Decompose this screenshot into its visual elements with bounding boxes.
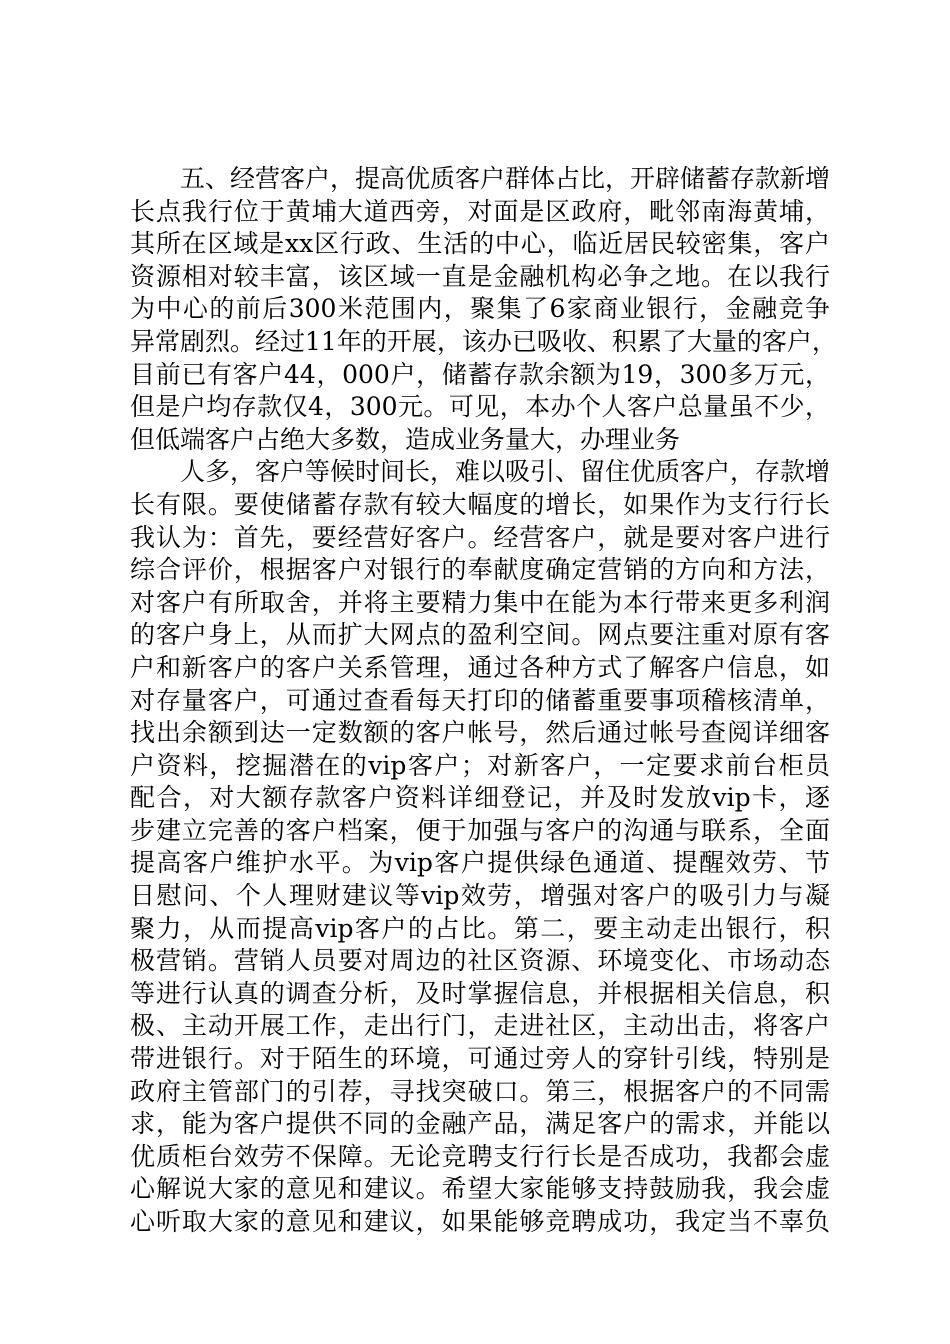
body-text (130, 163, 837, 1239)
text-line: 但是户均存款仅4，300元。可见，本办个人客户总量虽不少， (130, 392, 830, 422)
text-line: 综合评价，根据客户对银行的奉献度确定营销的方向和方法， (130, 555, 830, 585)
text-line: 我认为：首先，要经营好客户。经营客户，就是要对客户进行 (130, 522, 830, 552)
text-line: 极、主动开展工作，走出行门，走进社区，主动出击，将客户 (130, 1011, 830, 1041)
text-line: 长有限。要使储蓄存款有较大幅度的增长，如果作为支行行长 (130, 489, 830, 519)
text-line: 求，能为客户提供不同的金融产品，满足客户的需求，并能以 (130, 1109, 830, 1139)
text-line: 户资料，挖掘潜在的vip客户；对新客户，一定要求前台柜员 (130, 750, 830, 780)
text-line: 其所在区域是xx区行政、生活的中心，临近居民较密集，客户 (130, 229, 830, 259)
text-line: 资源相对较丰富，该区域一直是金融机构必争之地。在以我行 (130, 261, 830, 291)
text-line: 目前已有客户44，000户，储蓄存款余额为19，300多万元， (130, 359, 830, 389)
text-line: 政府主管部门的引荐，寻找突破口。第三，根据客户的不同需 (130, 1076, 830, 1106)
text-line: 聚力，从而提高vip客户的占比。第二，要主动走出银行，积 (130, 913, 830, 943)
text-line: 提高客户维护水平。为vip客户提供绿色通道、提醒效劳、节 (130, 848, 830, 878)
text-line: 为中心的前后300米范围内，聚集了6家商业银行，金融竞争 (130, 294, 830, 324)
text-line: 但低端客户占绝大多数，造成业务量大，办理业务 (130, 424, 681, 454)
text-line: 极营销。营销人员要对周边的社区资源、环境变化、市场动态 (130, 946, 830, 976)
text-line: 带进银行。对于陌生的环境，可通过旁人的穿针引线，特别是 (130, 1044, 830, 1074)
paragraph-1 (130, 163, 837, 456)
text-line: 异常剧烈。经过11年的开展，该办已吸收、积累了大量的客户， (130, 326, 837, 356)
text-line: 步建立完善的客户档案，便于加强与客户的沟通与联系，全面 (130, 815, 830, 845)
text-line: 等进行认真的调查分析，及时掌握信息，并根据相关信息，积 (130, 978, 830, 1008)
text-line: 人多，客户等候时间长，难以吸引、留住优质客户，存款增 (130, 457, 831, 487)
paragraph-2 (130, 456, 830, 1238)
text-line: 的客户身上，从而扩大网点的盈利空间。网点要注重对原有客 (130, 620, 830, 650)
text-line: 户和新客户的客户关系管理，通过各种方式了解客户信息，如 (130, 652, 830, 682)
text-line: 日慰问、个人理财建议等vip效劳，增强对客户的吸引力与凝 (130, 881, 830, 911)
text-line: 长点我行位于黄埔大道西旁，对面是区政府，毗邻南海黄埔， (130, 196, 830, 226)
text-line: 对客户有所取舍，并将主要精力集中在能为本行带来更多利润 (130, 587, 830, 617)
text-line: 配合，对大额存款客户资料详细登记，并及时发放vip卡，逐 (130, 783, 830, 813)
text-line: 优质柜台效劳不保障。无论竞聘支行行长是否成功，我都会虚 (130, 1141, 830, 1171)
text-line: 对存量客户，可通过查看每天打印的储蓄重要事项稽核清单， (130, 685, 830, 715)
text-line: 心解说大家的意见和建议。希望大家能够支持鼓励我，我会虚 (130, 1174, 830, 1204)
text-line: 五、经营客户，提高优质客户群体占比，开辟储蓄存款新增 (130, 164, 831, 193)
text-line: 找出余额到达一定数额的客户帐号，然后通过帐号查阅详细客 (130, 718, 830, 748)
text-line: 心听取大家的意见和建议，如果能够竞聘成功，我定当不辜负 (130, 1207, 830, 1236)
